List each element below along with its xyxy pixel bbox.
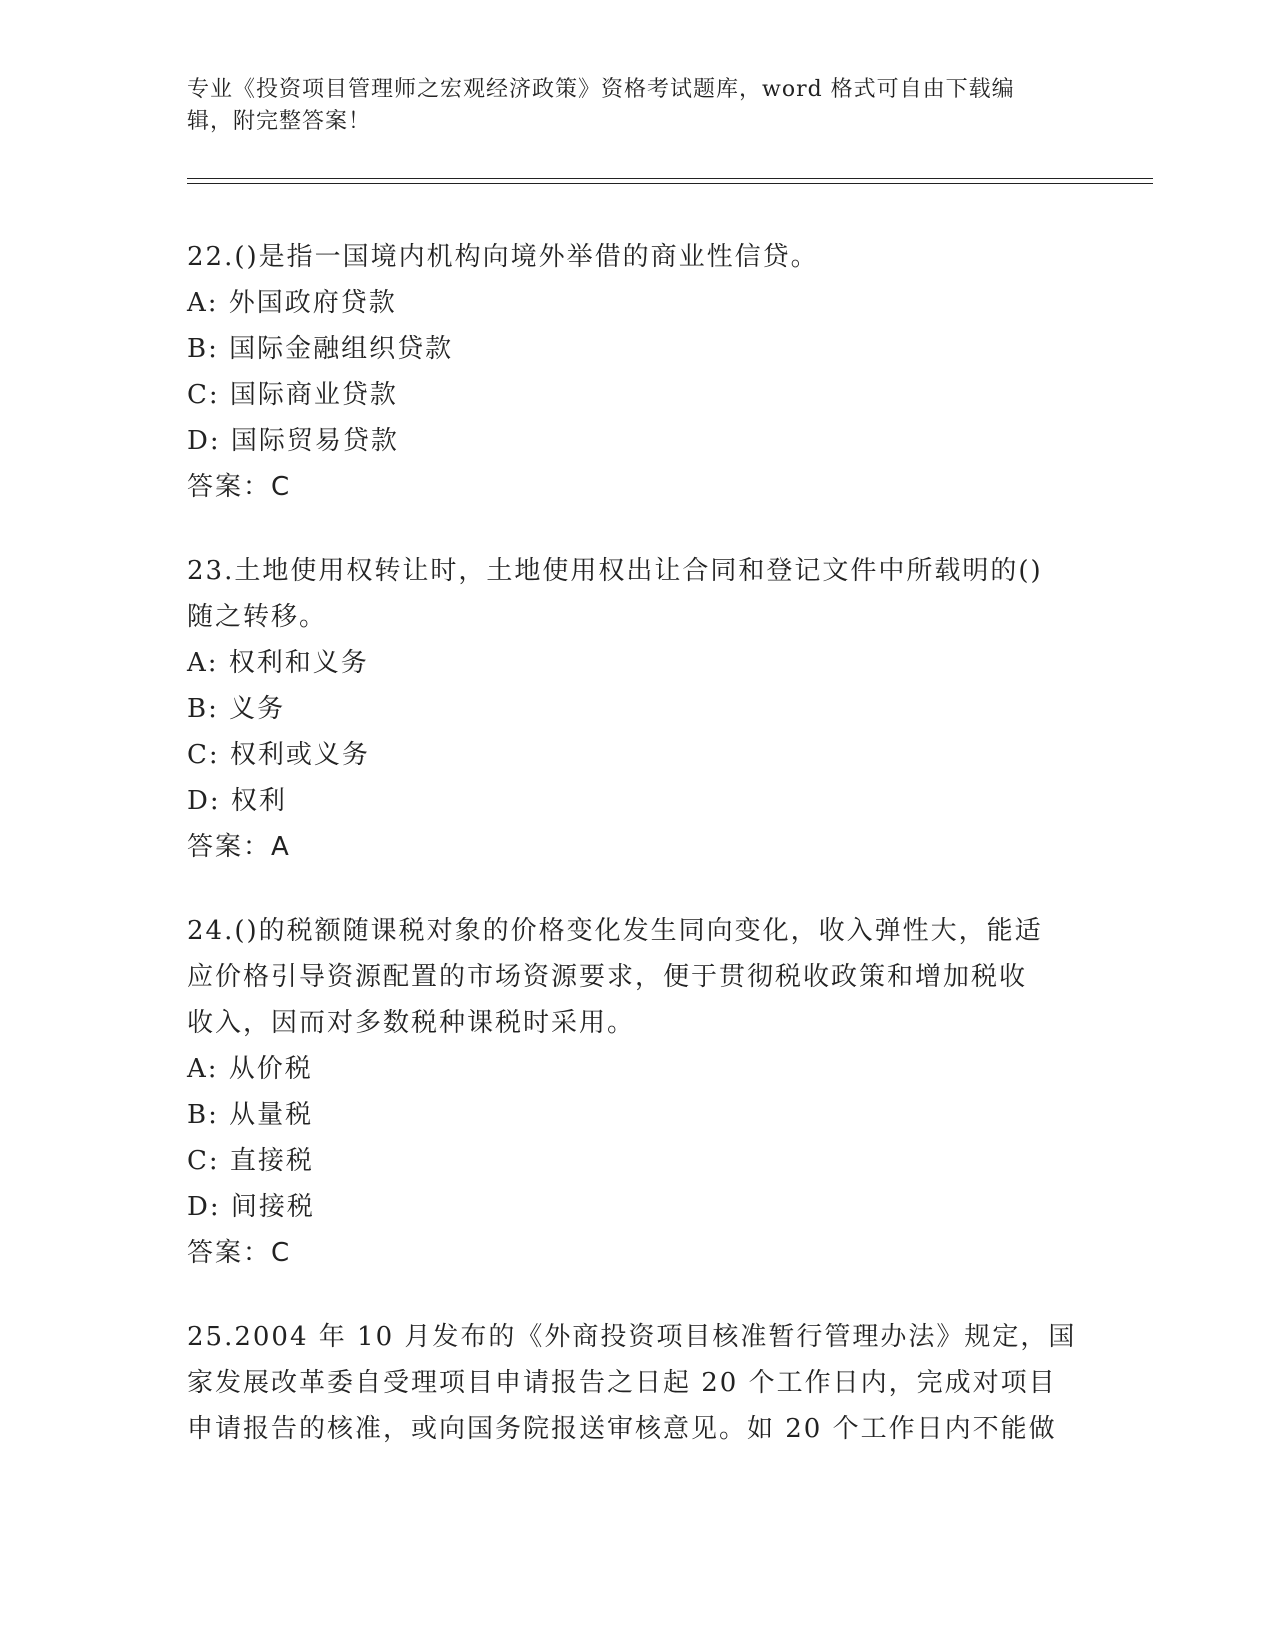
question-text: 25.2004 年 10 月发布的《外商投资项目核准暂行管理办法》规定，国	[187, 1322, 1077, 1352]
option-a: A: 从价税	[187, 1054, 313, 1084]
option-a: A: 外国政府贷款	[187, 288, 397, 318]
option-c: C: 直接税	[187, 1146, 314, 1176]
question-text: 随之转移。	[187, 602, 328, 632]
document-header	[187, 74, 1067, 138]
answer: 答案：C	[187, 1238, 292, 1268]
option-b: B: 国际金融组织贷款	[187, 334, 454, 364]
question-text: 24.()的税额随课税对象的价格变化发生同向变化，收入弹性大，能适	[187, 916, 1043, 946]
option-d: D: 国际贸易贷款	[187, 426, 399, 456]
header-line-1: 专业《投资项目管理师之宏观经济政策》资格考试题库，word 格式可自由下载编	[187, 77, 1015, 102]
question-text: 23.土地使用权转让时，土地使用权出让合同和登记文件中所载明的()	[187, 556, 1043, 586]
option-b: B: 义务	[187, 694, 286, 724]
option-b: B: 从量税	[187, 1100, 314, 1130]
question-list	[187, 234, 1087, 1490]
question-24	[187, 908, 1087, 1276]
option-a: A: 权利和义务	[187, 648, 369, 678]
option-c: C: 权利或义务	[187, 740, 370, 770]
option-d: D: 间接税	[187, 1192, 315, 1222]
header-line-2: 辑，附完整答案！	[187, 109, 372, 134]
question-text: 22.()是指一国境内机构向境外举借的商业性信贷。	[187, 242, 819, 272]
question-22	[187, 234, 1087, 510]
question-text: 家发展改革委自受理项目申请报告之日起 20 个工作日内，完成对项目	[187, 1368, 1057, 1398]
option-d: D: 权利	[187, 786, 287, 816]
question-text: 收入，因而对多数税种课税时采用。	[187, 1008, 636, 1038]
question-text: 申请报告的核准，或向国务院报送审核意见。如 20 个工作日内不能做	[187, 1414, 1057, 1444]
header-rule-bottom	[187, 183, 1153, 184]
question-23	[187, 548, 1087, 870]
question-25	[187, 1314, 1087, 1452]
option-c: C: 国际商业贷款	[187, 380, 398, 410]
question-text: 应价格引导资源配置的市场资源要求，便于贯彻税收政策和增加税收	[187, 962, 1028, 992]
answer: 答案：C	[187, 472, 292, 502]
answer: 答案：A	[187, 832, 291, 862]
header-rule-top	[187, 178, 1153, 179]
